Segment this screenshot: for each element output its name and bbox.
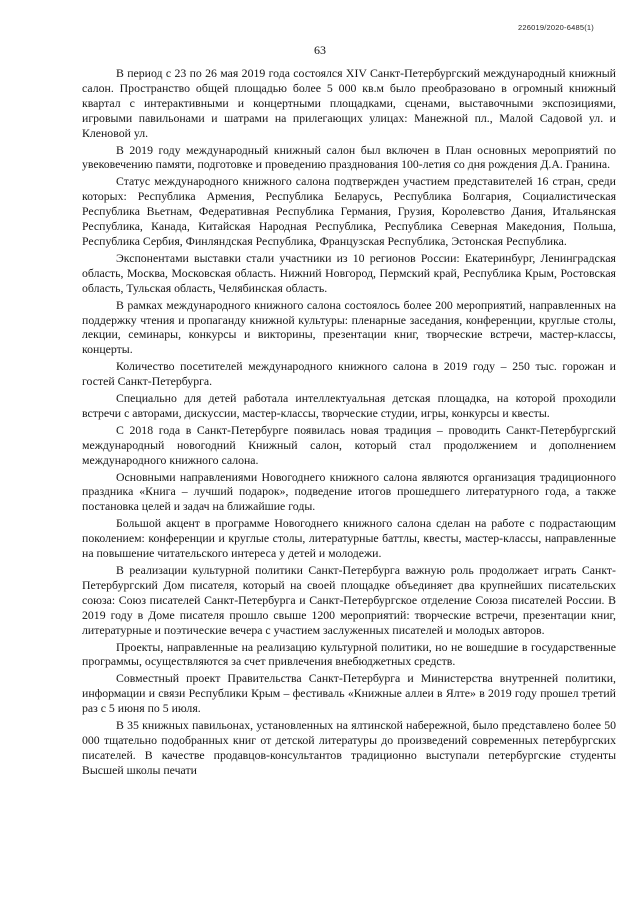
paragraph: Специально для детей работала интеллектуальная детская площадка, на которой проходили встречи с авторами, дискуссии, мастер-классы, творческие студии, игры, конкурсы и квесты. — [82, 391, 616, 420]
document-id: 226019/2020-6485(1) — [518, 23, 594, 32]
document-body — [82, 66, 616, 780]
paragraph: В реализации культурной политики Санкт-Петербурга важную роль продолжает играть Санкт-Петербургский Дом писателя, который на своей площадке объединяет два крупнейших писательских союза: Союз писателей Санкт-Петербурга и Санкт-Петербургское отделение Союза писателей России. В 2019 году в Доме писателя прошло свыше 1200 мероприятий: творческие встречи, презентации книг, литературные и поэтические вечера с участием заслуженных писателей и молодых авторов. — [82, 563, 616, 637]
paragraph: Совместный проект Правительства Санкт-Петербурга и Министерства внутренней политики, информации и связи Республики Крым – фестиваль «Книжные аллеи в Ялте» в 2019 году прошел третий раз с 5 июня по 5 июля. — [82, 671, 616, 716]
paragraph: В 2019 году международный книжный салон был включен в План основных мероприятий по увековечению памяти, подготовке и проведению празднования 100-летия со дня рождения Д.А. Гранина. — [82, 142, 616, 172]
page-number: 63 — [314, 43, 326, 57]
paragraph: Основными направлениями Новогоднего книжного салона являются организация традиционного праздника «Книга – лучший подарок», подведение итогов прошедшего литературного года, а также постановка целей и задач на ближайшие годы. — [82, 469, 616, 514]
paragraph: С 2018 года в Санкт-Петербурге появилась новая традиция – проводить Санкт-Петербургский международный новогодний Книжный салон, который стал продолжением и дополнением международного книжного салона. — [82, 422, 616, 467]
paragraph: Статус международного книжного салона подтвержден участием представителей 16 стран, среди которых: Республика Армения, Республика Беларусь, Республика Болгария, Социалистическая Республика Вьетнам, Федеративная Республика Германия, Грузия, Королевство Дания, Итальянская Республика, Канада, Китайская Народная Республика, Республика Северная Македония, Польша, Республика Сербия, Финляндская Республика, Французская Республика, Эстонская Республика. — [82, 174, 616, 248]
paragraph: Проекты, направленные на реализацию культурной политики, но не вошедшие в государственные программы, осуществляются за счет привлечения внебюджетных средств. — [82, 639, 616, 669]
paragraph: В рамках международного книжного салона состоялось более 200 мероприятий, направленных на поддержку чтения и пропаганду книжной культуры: пленарные заседания, конференции, круглые столы, лекции, семинары, конкурсы и викторины, презентации книг, творческие встречи, мастер-классы, концерты. — [82, 297, 616, 357]
paragraph: Экспонентами выставки стали участники из 10 регионов России: Екатеринбург, Ленинградская область, Москва, Московская область. Нижний Новгород, Пермский край, Республика Крым, Ростовская область, Тульская область, Челябинская область. — [82, 250, 616, 295]
paragraph: В период с 23 по 26 мая 2019 года состоялся XIV Санкт-Петербургский международный книжный салон. Пространство общей площадью более 5 000 кв.м было преобразовано в огромный книжный квартал с интерактивными и концертными площадками, сценами, выставочными экспозициями, игровыми павильонами и шатрами на прилегающих улицах: Манежной пл., Малой Садовой ул. и Кленовой ул. — [82, 66, 616, 140]
paragraph: Количество посетителей международного книжного салона в 2019 году – 250 тыс. горожан и гостей Санкт-Петербурга. — [82, 359, 616, 389]
paragraph: В 35 книжных павильонах, установленных на ялтинской набережной, было представлено более 50 000 тщательно подобранных книг от детской литературы до произведений современных петербургских писателей. В качестве продавцов-консультантов традиционно выступали петербургские студенты Высшей школы печати — [82, 718, 616, 777]
paragraph: Большой акцент в программе Новогоднего книжного салона сделан на работе с подрастающим поколением: конференции и круглые столы, литературные баттлы, квесты, мастер-классы, направленные на повышение читательского интереса у детей и молодежи. — [82, 516, 616, 561]
